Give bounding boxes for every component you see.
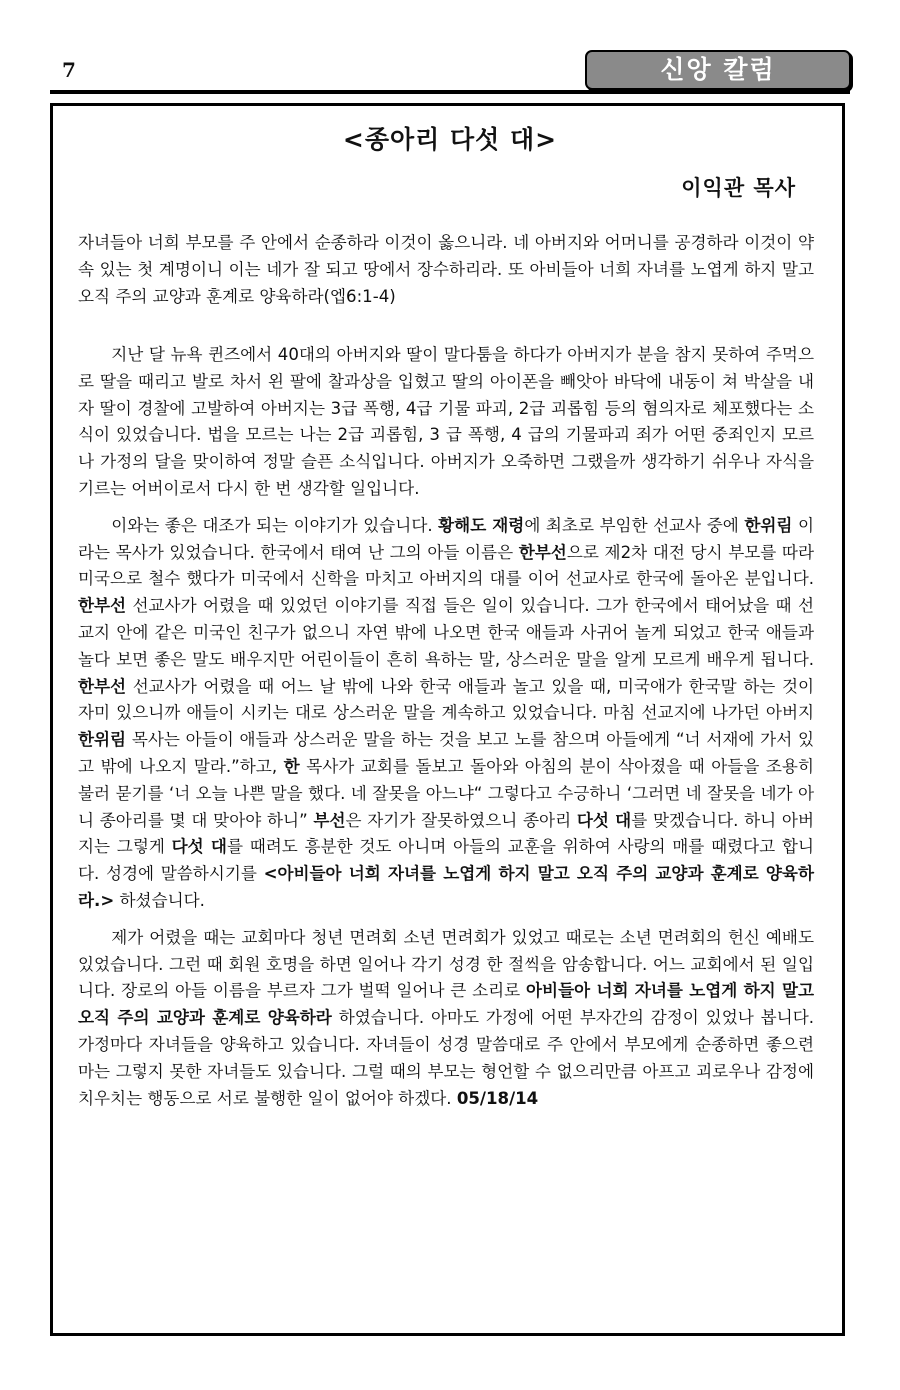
text-run: 은 자기가 잘못하였으니 종아리: [345, 810, 577, 830]
paragraph-3: [78, 925, 814, 1113]
header-rule: [50, 90, 850, 94]
article-body: [78, 342, 814, 1122]
text-run: 하였습니다. 아마도 가정에 어떤 부자간의 감정이 있었나 봅니다. 가정마다 자녀들을 양육하고 있습니다. 자녀들이 성경 말씀대로 주 안에서 부모에게 순종하면 좋으련마는 그렇지 못한 자녀들도 있습니다. 그럴 때의 부모는 형언할 수 없으리만큼 아프고 괴로우나 감정에 치우치는 행동으로 서로 불행한 일이 없어야 하겠다.: [78, 1008, 814, 1108]
text-run: 으로 제2차 대전 당시 부모를 따라 미국으로 철수 했다가 미국에서 신학을 마치고 아버지의 대를 이어 선교사로 한국에 돌아온 분입니다.: [78, 542, 814, 589]
text-run: 이라는 목사가 있었습니다. 한국에서 태여 난 그의 아들 이름은: [78, 515, 814, 562]
text-run: 하셨습니다.: [114, 890, 205, 910]
bold-run: <아비들아 너희 자녀를 노엽게 하지 말고 오직 주의 교양과 훈계로 양육하라.>: [78, 864, 814, 910]
bold-run: 황해도 재령: [438, 515, 525, 535]
text-run: 를 맞겠습니다. 하니 아버지는 그렇게: [78, 810, 814, 857]
article-date: 05/18/14: [456, 1088, 539, 1108]
bold-run: 한부선: [518, 542, 567, 562]
text-run: 목사가 교회를 돌보고 돌아와 아침의 분이 삭아졌을 때 아들을 조용히 불러 묻기를 ‘너 오늘 나쁜 말을 했다. 네 잘못을 아느냐“ 그렇다고 수긍하니 ‘그러면 네 잘못을 네가 아니 종아리를 몇 대 맞아야 하니”: [78, 756, 814, 830]
bold-run: 다섯 대: [171, 837, 227, 857]
text-run: 선교사가 어렸을 때 있었던 이야기를 직접 들은 일이 있습니다. 그가 한국에서 태어났을 때 선교지 안에 같은 미국인 친구가 없으니 자연 밖에 나오면 한국 애들과 사귀어 놀게 되었고 한국 애들과 놀다 보면 좋은 말도 배우지만 어린이들이 흔히 욕하는 말, 상스러운 말을 알게 모르게 배우게 됩니다.: [78, 596, 814, 669]
article-author: 이익관 목사: [681, 176, 796, 200]
section-tag: 신앙 칼럼: [585, 50, 851, 90]
bold-run: 한부선: [78, 676, 127, 696]
bold-run: 한부선: [78, 596, 127, 616]
text-run: 이와는 좋은 대조가 되는 이야기가 있습니다.: [111, 515, 439, 535]
text-run: 제가 어렸을 때는 교회마다 청년 면려회 소년 면려회가 있었고 때로는 소년 면려회의 헌신 예배도 있었습니다. 그런 때 회원 호명을 하면 일어나 각기 성경 한 절씩을 암송합니다. 어느 교회에서 된 일입니다. 장로의 아들 이름을 부르자 그가 벌떡 일어나 큰 소리로: [78, 927, 814, 1001]
text-run: 를 때려도 흥분한 것도 아니며 아들의 교훈을 위하여 사랑의 매를 때렸다고 합니다. 성경에 말씀하시기를: [78, 837, 814, 884]
paragraph-2: [78, 513, 814, 915]
bold-run: 부선: [313, 810, 346, 830]
text-run: 선교사가 어렸을 때 어느 날 밖에 나와 한국 애들과 놀고 있을 때, 미국애가 한국말 하는 것이 자미 있으니까 애들이 시키는 대로 상스러운 말을 계속하고 있었습니다. 마침 선교지에 나가던 아버지: [78, 676, 814, 723]
scripture-verse: 자녀들아 너희 부모를 주 안에서 순종하라 이것이 옳으니라. 네 아버지와 어머니를 공경하라 이것이 약속 있는 첫 계명이니 이는 네가 잘 되고 땅에서 장수하리라. 또 아비들아 너희 자녀를 노엽게 하지 말고 오직 주의 교양과 훈계로 양육하라(엡6:1-4): [78, 233, 814, 306]
text-run: 에 최초로 부임한 선교사 중에: [524, 515, 745, 535]
bold-run: 한위림: [78, 730, 127, 750]
paragraph-1: 지난 달 뉴욕 퀸즈에서 40대의 아버지와 딸이 말다툼을 하다가 아버지가 분을 참지 못하여 주먹으로 딸을 때리고 발로 차서 왼 팔에 찰과상을 입혔고 딸의 아이폰을 빼앗아 바닥에 내동이 쳐 박살을 내자 딸이 경찰에 고발하여 아버지는 3급 폭행, 4급 기물 파괴, 2급 괴롭힘 등의 혐의자로 체포했다는 소식이 있었습니다. 법을 모르는 나는 2급 괴롭힘, 3 급 폭행, 4 급의 기물파괴 죄가 어떤 중죄인지 모르나 가정의 달을 맞이하여 정말 슬픈 소식입니다. 아버지가 오죽하면 그랬을까 생각하기 쉬우나 자식을 기르는 어버이로서 다시 한 번 생각할 일입니다.: [78, 345, 814, 498]
bold-run: 한: [283, 756, 300, 776]
article-title: <종아리 다섯 대>: [342, 125, 558, 154]
bold-run: 다섯 대: [576, 810, 632, 830]
page-number: 7: [62, 58, 76, 82]
bold-run: 아비들아 너희 자녀를 노엽게 하지 말고 오직 주의 교양과 훈계로 양육하라: [78, 981, 815, 1028]
text-run: 목사는 아들이 애들과 상스러운 말을 하는 것을 보고 노를 참으며 아들에게 “너 서재에 가서 있고 밖에 나오지 말라.”하고,: [78, 730, 814, 776]
bold-run: 한위림: [744, 515, 793, 535]
